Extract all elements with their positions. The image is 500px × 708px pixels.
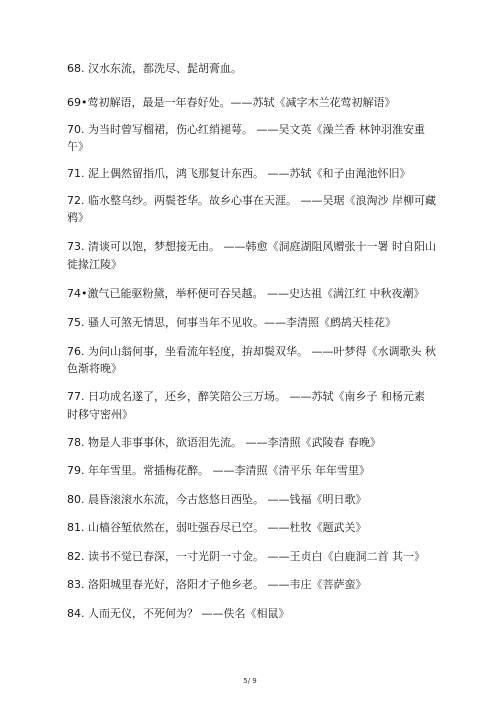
quote-76: 76. 为问山翁何事，坐看流年轻度，拚却鬓双华。 ——叶梦得《水调歌头 秋	[67, 345, 436, 358]
quote-70-cont: 午》	[67, 140, 89, 153]
quote-68: 68. 汉水东流，都洗尽、髭胡膏血。	[67, 62, 242, 75]
quote-82: 82. 读书不觉已春深，一寸光阴一寸金。 ——王贞白《白鹿洞二首 其一》	[67, 550, 425, 563]
quote-80: 80. 晨昏滚滚水东流，今古悠悠日西坠。 ——钱福《明日歌》	[67, 493, 367, 506]
quote-72-cont: 鸦》	[67, 211, 89, 224]
quote-78: 78. 物是人非事事休，欲语泪先流。 ——李清照《武陵春 春晚》	[67, 436, 381, 449]
quote-74: 74•激气已能驱粉黛，举杯便可吞吴越。 ——史达祖《满江红 中秋夜潮》	[67, 287, 425, 300]
quote-73-cont: 徙掾江陵》	[67, 258, 122, 271]
quote-77: 77. 日功成名遂了，还乡，醉笑陪公三万场。 ——苏轼《南乡子 和杨元素	[67, 390, 425, 403]
quote-71: 71. 泥上偶然留指爪，鸿飞那复计东西。 ——苏轼《和子由渑池怀旧》	[67, 167, 411, 180]
quote-77-cont: 时移守密州》	[67, 408, 133, 421]
quote-70: 70. 为当时曾写榴裙，伤心红绡褪萼。 ——吴文英《澡兰香 林钟羽淮安重	[67, 123, 425, 136]
quote-73: 73. 清谈可以饱，梦想接无由。 ——韩愈《洞庭湖阻风赠张十一署 时自阳山	[67, 240, 436, 253]
page-number: 5/ 9	[243, 677, 257, 685]
quote-84: 84. 人而无仪，不死何为？ ——佚名《相鼠》	[67, 607, 290, 620]
quote-69: 69•莺初解语，最是一年春好处。——苏轼《减字木兰花莺初解语》	[67, 96, 396, 109]
quote-76-cont: 色渐将晚》	[67, 362, 122, 375]
quote-83: 83. 洛阳城里春光好，洛阳才子他乡老。 ——韦庄《菩萨蛮》	[67, 578, 367, 591]
quote-75: 75. 骚人可煞无情思，何事当年不见收。——李清照《鹧鸪天桂花》	[67, 316, 396, 329]
quote-81: 81. 山樯谷堑依然在，弱吐强吞尽已空。 ——杜牧《题武关》	[67, 521, 367, 534]
quote-79: 79. 年年雪里。常插梅花醉。 ——李清照《清平乐 年年雪里》	[67, 464, 370, 477]
quote-72: 72. 临水整乌纱。两鬓苍华。故乡心事在天涯。 ——吴琚《浪淘沙 岸柳可藏	[67, 194, 436, 207]
